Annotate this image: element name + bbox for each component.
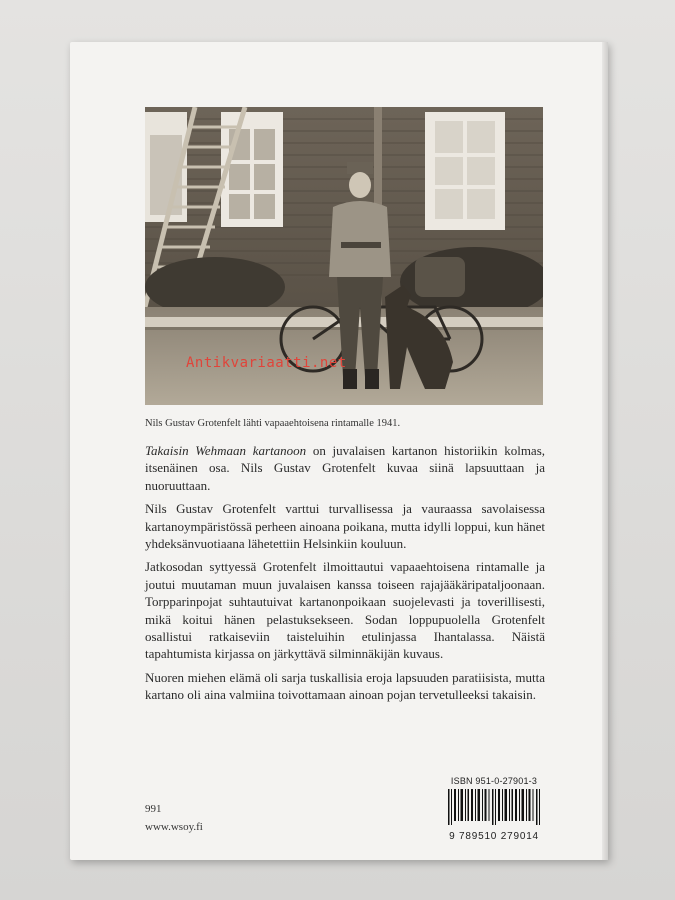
blurb-paragraph-1 (145, 442, 545, 494)
blurb-paragraph-1-rest: on juvalaisen kartanon historiikin kolmas, itsenäinen osa. Nils Gustav Grotenfelt kuvaa siinä lapsuuttaan ja nuoruuttaan. (145, 443, 546, 493)
barcode-number: 9 789510 279014 (449, 831, 539, 842)
publisher-url: www.wsoy.fi (145, 821, 203, 833)
isbn-label: ISBN 951-0-27901-3 (450, 776, 538, 786)
blurb-paragraph-4: Nuoren miehen elämä oli sarja tuskallisia eroja lapsuuden paratiisista, mutta kartano oli aina valmiina toivottamaan ainoan pojan tervetulleeksi takaisin. (145, 669, 545, 703)
barcode-block (446, 776, 542, 842)
photo-caption: Nils Gustav Grotenfelt lähti vapaaehtoisena rintamalle 1941. (145, 418, 401, 429)
barcode-icon (446, 789, 542, 825)
product-code: 991 (145, 803, 162, 815)
blurb-text (145, 442, 545, 710)
book-back-cover (70, 42, 608, 860)
book-page-edge (602, 42, 608, 860)
blurb-paragraph-3: Jatkosodan syttyessä Grotenfelt ilmoittautui vapaaehtoisena rintamalle ja joutui muutaman muun juvalaisen kanssa toiseen rajajääkäripataljoonaan. Torpparinpojat suhtautuivat kartanonpoikaan suojelevasti ja toverillisesti, mikä koitui hänen pelastuksekseen. Sodan loppupuolella Grotenfelt osallistui ratkaiseviin taisteluihin etulinjassa Ihantalassa. Näistä tapahtumista kirjassa on järkyttävä silminnäkijän kuvaus. (145, 559, 545, 662)
blurb-paragraph-2: Nils Gustav Grotenfelt varttui turvallisessa ja vauraassa savolaisessa kartanoympäristössä perheen ainoana poikana, mutta idylli loppui, kun hänet yhdeksänvuotiaana lähetettiin Helsinkiin kouluun. (145, 501, 546, 552)
book-title: Takaisin Wehmaan kartanoon (145, 443, 307, 458)
watermark-text: Antikvariaatti.net (186, 355, 347, 371)
